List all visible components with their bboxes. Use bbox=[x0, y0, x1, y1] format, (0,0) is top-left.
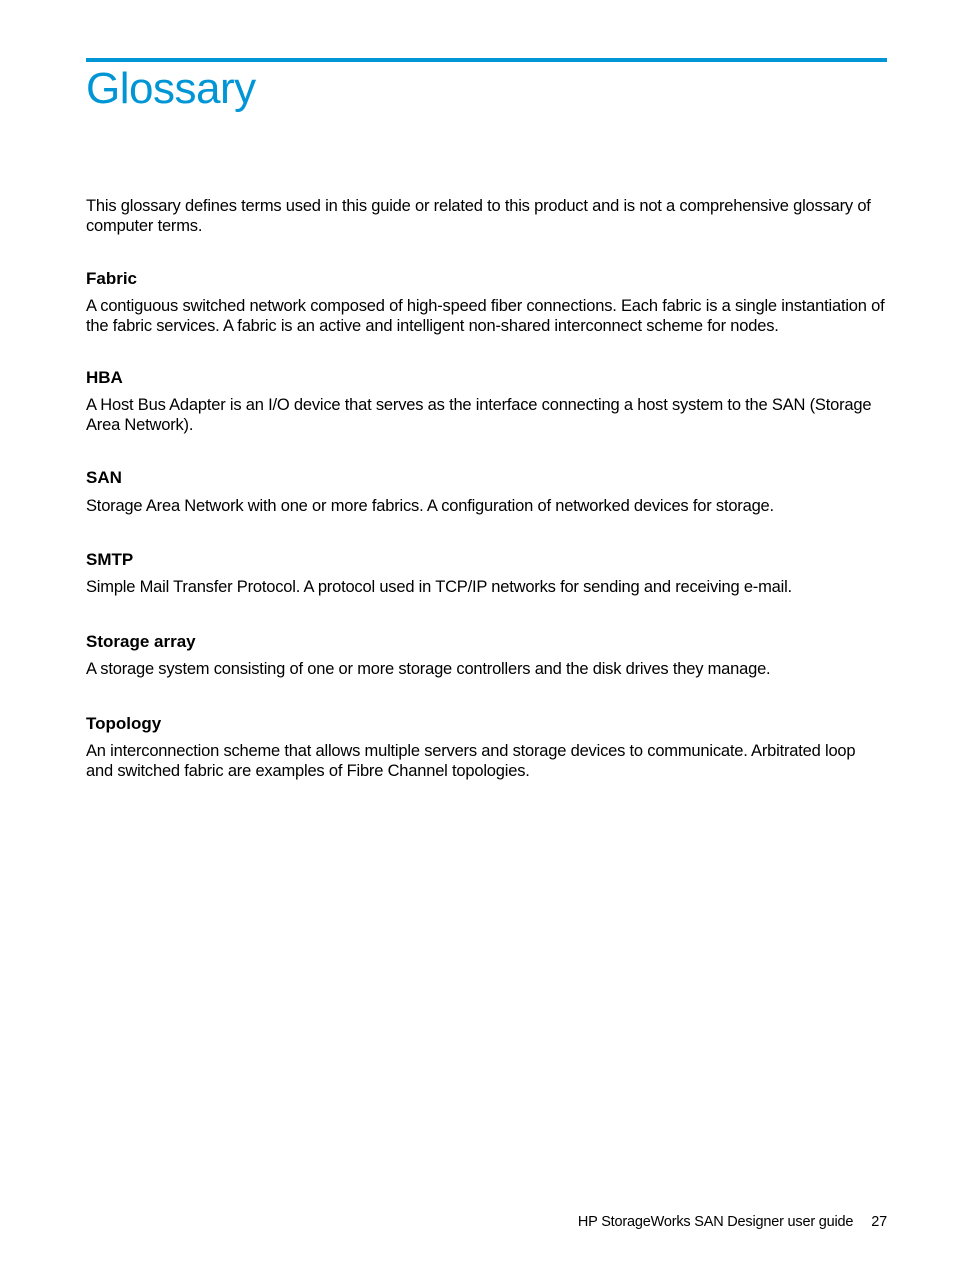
glossary-definition: Simple Mail Transfer Protocol. A protocol used in TCP/IP networks for sending and receiving e-mail. bbox=[86, 578, 792, 596]
glossary-entry-fabric bbox=[86, 269, 886, 336]
glossary-term: Topology bbox=[86, 714, 162, 733]
glossary-entry-smtp bbox=[86, 550, 886, 597]
page-title: Glossary bbox=[86, 64, 256, 113]
glossary-entry-storage-array bbox=[86, 632, 886, 679]
glossary-definition: An interconnection scheme that allows multiple servers and storage devices to communicate. Arbitrated loop and switched fabric are examples of Fibre Channel topologies. bbox=[86, 742, 856, 780]
page-number: 27 bbox=[871, 1214, 887, 1230]
page-footer bbox=[0, 1212, 887, 1232]
glossary-content bbox=[86, 196, 886, 781]
glossary-entry-topology bbox=[86, 714, 886, 781]
glossary-definition: A storage system consisting of one or more storage controllers and the disk drives they manage. bbox=[86, 660, 771, 678]
glossary-entry-san bbox=[86, 468, 886, 516]
glossary-definition: A Host Bus Adapter is an I/O device that serves as the interface connecting a host system to the SAN (Storage Area Network). bbox=[86, 396, 872, 434]
glossary-term: SAN bbox=[86, 468, 122, 487]
intro-paragraph: This glossary defines terms used in this guide or related to this product and is not a comprehensive glossary of computer terms. bbox=[86, 197, 871, 235]
glossary-entry-hba bbox=[86, 368, 886, 435]
glossary-definition: Storage Area Network with one or more fabrics. A configuration of networked devices for storage. bbox=[86, 497, 774, 515]
glossary-term: HBA bbox=[86, 368, 123, 387]
glossary-term: SMTP bbox=[86, 550, 134, 569]
glossary-definition: A contiguous switched network composed of high-speed fiber connections. Each fabric is a single instantiation of the fabric services. A fabric is an active and intelligent non-shared interconnect scheme for nodes. bbox=[86, 297, 885, 335]
glossary-term: Fabric bbox=[86, 269, 138, 288]
footer-guide-title: HP StorageWorks SAN Designer user guide bbox=[577, 1214, 854, 1230]
glossary-term: Storage array bbox=[86, 632, 196, 651]
